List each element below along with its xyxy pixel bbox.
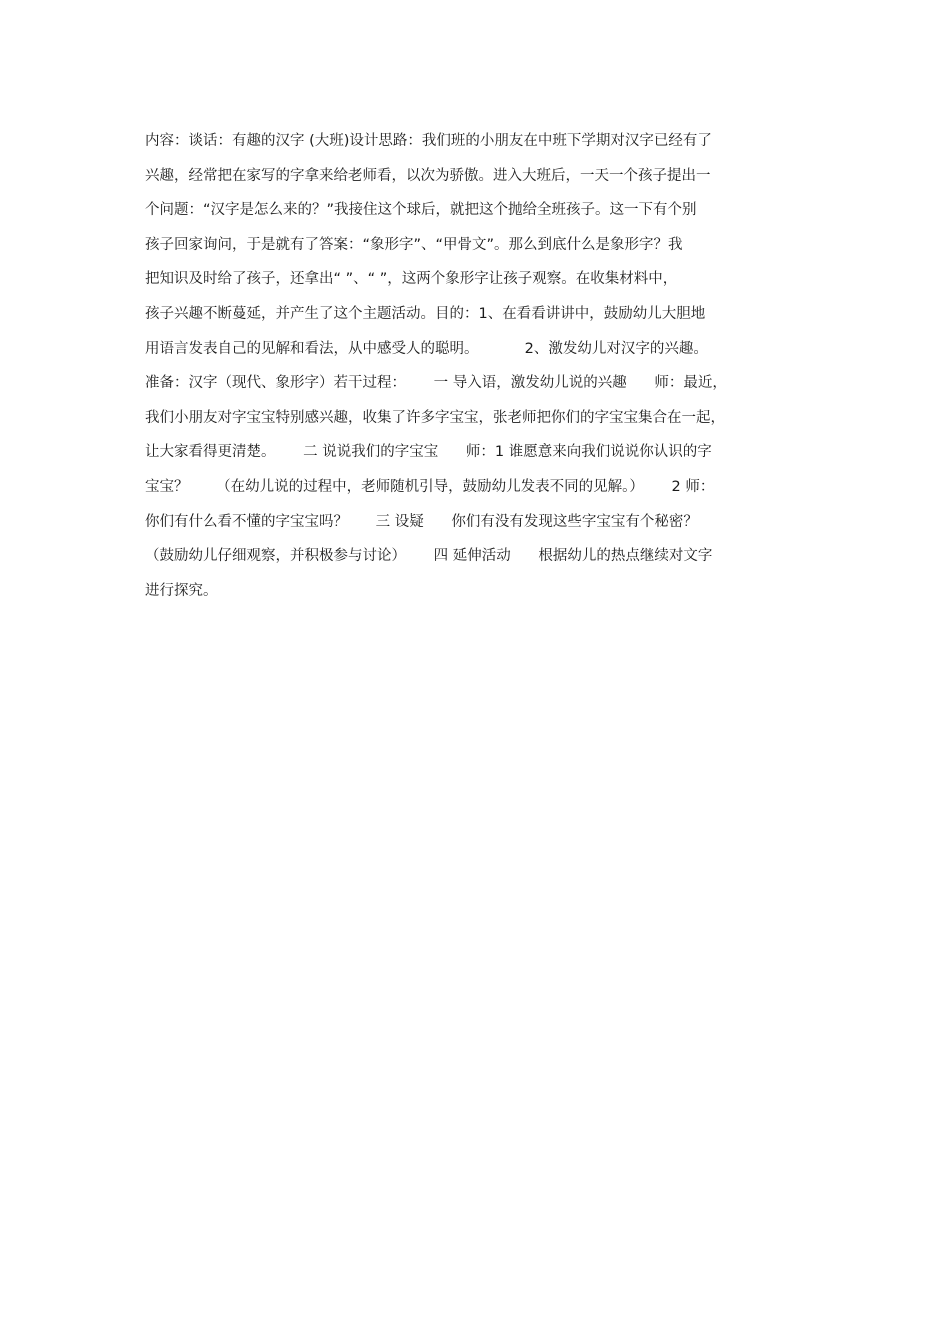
body-line-4: 孩子回家询问，于是就有了答案：“象形字”、“甲骨文”。那么到底什么是象形字？我 [145,236,683,253]
body-line-6: 孩子兴趣不断蔓延，并产生了这个主题活动。目的：1、在看看讲讲中，鼓励幼儿大胆地 [145,305,706,322]
body-line-9: 我们小朋友对字宝宝特别感兴趣，收集了许多字宝宝，张老师把你们的字宝宝集合在一起， [145,409,725,426]
body-line-12: 你们有什么看不懂的字宝宝吗？ 三 设疑 你们有没有发现这些字宝宝有个秘密？ [145,513,698,530]
body-line-14: 进行探究。 [145,582,218,599]
body-line-1: 内容：谈话：有趣的汉字 (大班)设计思路：我们班的小朋友在中班下学期对汉字已经有了 [145,133,712,149]
body-line-8: 准备：汉字（现代、象形字）若干过程： 一 导入语，激发幼儿说的兴趣 师：最近， [145,375,727,392]
body-line-2: 兴趣，经常把在家写的字拿来给老师看，以次为骄傲。进入大班后，一天一个孩子提出一 [145,167,711,184]
body-line-5: 把知识及时给了孩子，还拿出“ ”、“ ”，这两个象形字让孩子观察。在收集材料中， [145,271,678,288]
body-line-13: （鼓励幼儿仔细观察，并积极参与讨论） 四 延伸活动 根据幼儿的热点继续对文字 [145,548,713,565]
lesson-plan-body [145,124,815,608]
body-line-7: 用语言发表自己的见解和看法，从中感受人的聪明。 2、激发幼儿对汉字的兴趣。 [145,340,708,357]
body-line-11: 宝宝？ （在幼儿说的过程中，老师随机引导，鼓励幼儿发表不同的见解。） 2 师： [145,478,715,495]
body-line-10: 让大家看得更清楚。 二 说说我们的字宝宝 师：1 谁愿意来向我们说说你认识的字 [145,444,712,461]
body-line-3: 个问题：“汉字是怎么来的？”我接住这个球后，就把这个抛给全班孩子。这一下有个别 [145,202,697,219]
